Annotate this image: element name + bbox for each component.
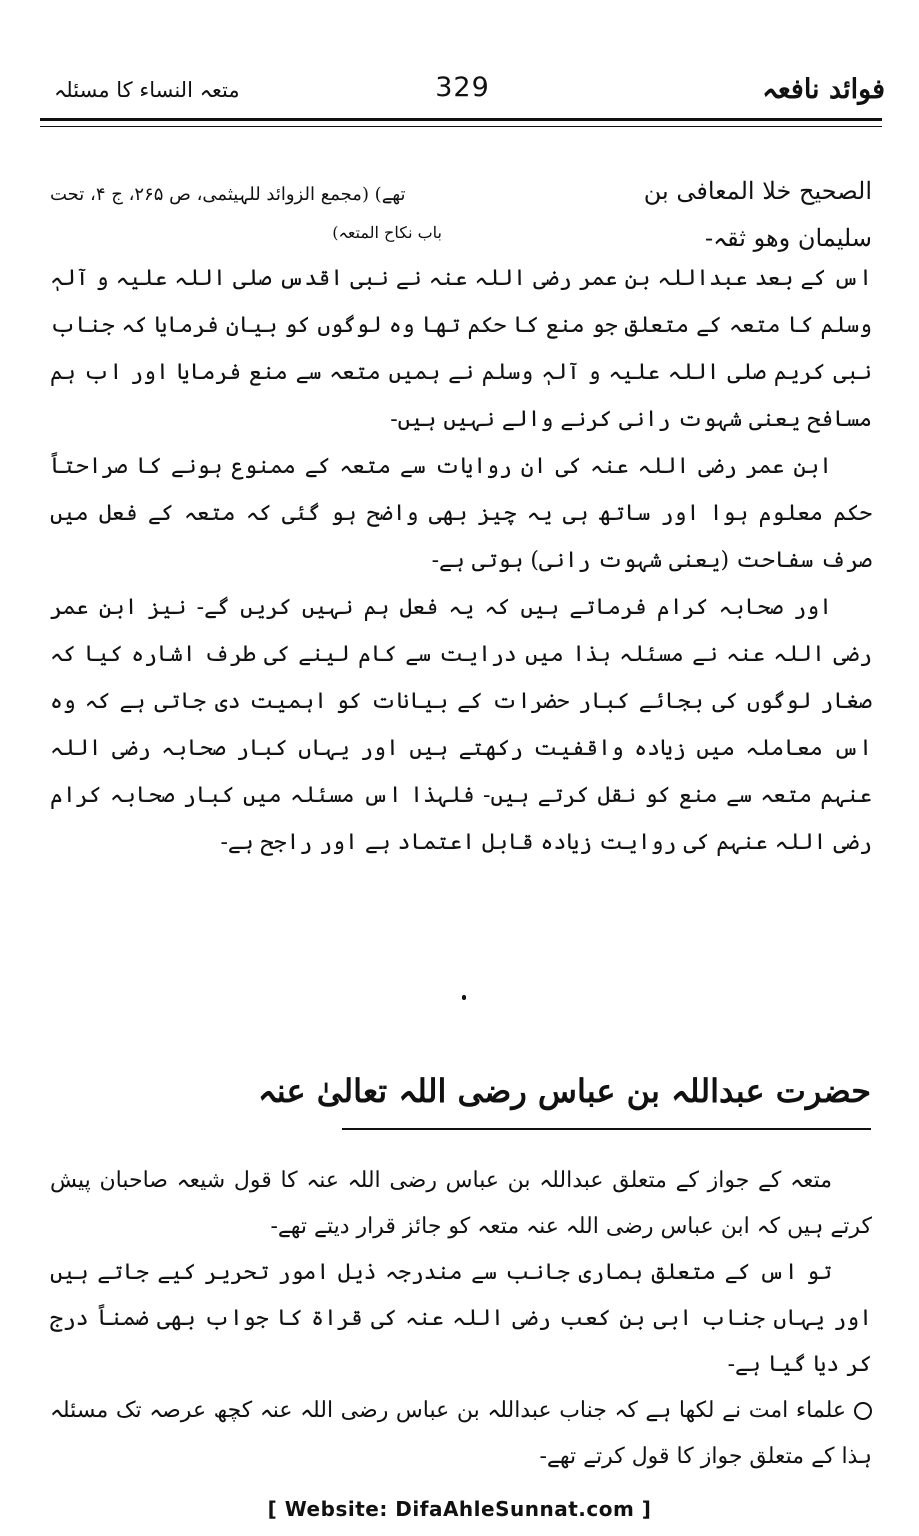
bullet-text: علماء امت نے لکھا ہے کہ جناب عبداللہ بن عباس رضی اللہ عنہ کچھ عرصہ تک مسئلہ ہذا کے متعلق جواز کا قول کرتے تھے- [50, 1398, 872, 1469]
reference-note-1: تھے) (مجمع الزوائد للہیثمی، ص ۲۶۵، ج ۴، تحت [50, 184, 406, 205]
circle-bullet-icon [854, 1402, 872, 1420]
paragraph: تو اس کے متعلق ہماری جانب سے مندرجہ ذیل امور تحریر کیے جاتے ہیں اور یہاں جناب ابی بن کعب رضی اللہ عنہ کی قراۃ کا جواب بھی ضمناً درج کر دیا گیا ہے- [50, 1260, 872, 1377]
paragraph: اس کے بعد عبداللہ بن عمر رضی اللہ عنہ نے نبی اقدس صلی اللہ علیہ و آلہٖ وسلم کا متعہ کے متعلق جو منع کا حکم تھا وہ لوگوں کو بیان فرمایا کہ جناب نبی کریم صلی اللہ علیہ و آلہٖ وسلم نے ہمیں متعہ سے منع فرمایا اور اب ہم مسافح یعنی شہوت رانی کرنے والے نہیں ہیں- [50, 266, 872, 432]
chapter-title: متعہ النساء کا مسئلہ [54, 78, 240, 102]
website-footer: [ Website: DifaAhleSunnat.com ] [267, 1497, 652, 1521]
paragraph: متعہ کے جواز کے متعلق عبداللہ بن عباس رضی اللہ عنہ کا قول شیعہ صاحبان پیش کرتے ہیں کہ ابن عباس رضی اللہ عنہ متعہ کو جائز قرار دیتے تھے- [50, 1168, 872, 1239]
section-heading-underline [342, 1128, 871, 1130]
reference-arabic-2: سلیمان وھو ثقہ- [704, 224, 872, 252]
header-rule-thick [40, 118, 882, 121]
paragraph: اور صحابہ کرام فرماتے ہیں کہ یہ فعل ہم نہیں کریں گے- نیز ابن عمر رضی اللہ عنہ نے مسئلہ ہذا میں درایت سے کام لینے کی طرف اشارہ کیا کہ صغار لوگوں کی بجائے کبار حضرات کے بیانات کو اہمیت دی جاتی ہے کہ وہ اس معاملہ میں زیادہ واقفیت رکھتے ہیں اور یہاں کبار صحابہ رضی اللہ عنہم متعہ سے منع کو نقل کرتے ہیں- فلہذا اس مسئلہ میں کبار صحابہ کرام رضی اللہ عنہم کی روایت زیادہ قابل اعتماد ہے اور راجح ہے- [50, 595, 872, 855]
reference-arabic-1: الصحیح خلا المعافی بن [643, 177, 872, 205]
page-number: 329 [435, 72, 490, 103]
book-title: فوائد نافعہ [762, 74, 885, 105]
bullet-item [50, 1388, 872, 1480]
ink-dot [462, 995, 466, 1000]
header-rule-thin [40, 126, 882, 127]
running-head [40, 72, 885, 118]
reference-line-1 [50, 168, 872, 215]
body-text [50, 168, 872, 866]
section-body [50, 1158, 872, 1480]
reference-line-2 [50, 215, 872, 255]
reference-note-2: باب نکاح المتعہ) [332, 223, 442, 242]
section-heading: حضرت عبداللہ بن عباس رضی اللہ تعالیٰ عنہ [258, 1072, 871, 1110]
paragraph: ابن عمر رضی اللہ عنہ کی ان روایات سے متعہ کے ممنوع ہونے کا صراحتاً حکم معلوم ہوا اور ساتھ ہی یہ چیز بھی واضح ہو گئی کہ متعہ کے فعل میں صرف سفاحت (یعنی شہوت رانی) ہوتی ہے- [50, 454, 872, 573]
